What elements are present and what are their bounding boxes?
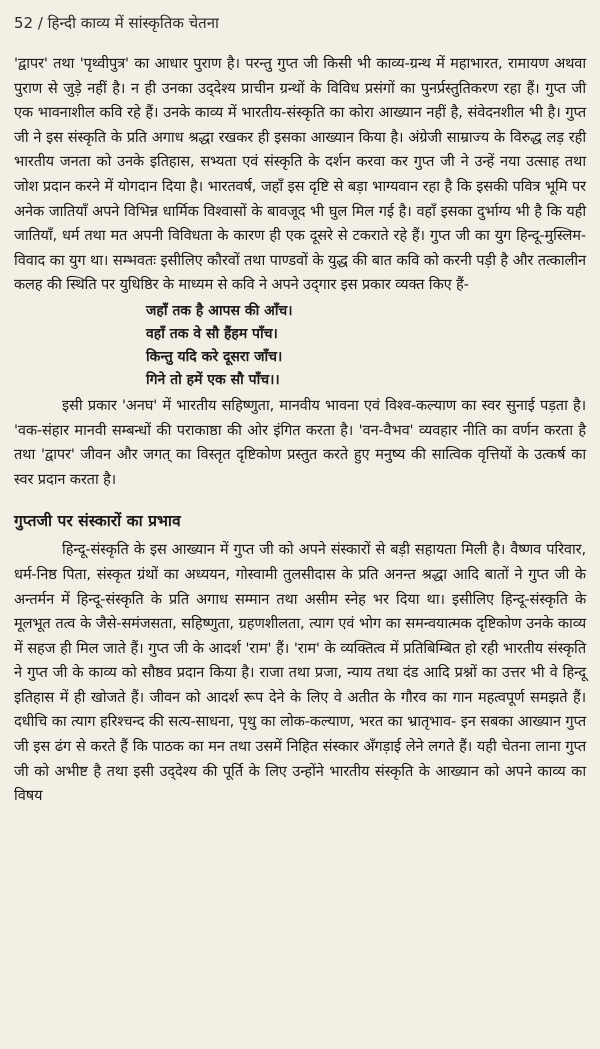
section-heading: गुप्तजी पर संस्कारों का प्रभाव <box>14 512 181 531</box>
verse-line: गिने तो हमें एक सौ पाँच।। <box>146 371 280 388</box>
verse-block <box>146 300 586 392</box>
verse-line: वहाँ तक वे सौ हैंहम पाँच। <box>146 325 278 342</box>
verse-line: किन्तु यदि करे दूसरा जाँच। <box>146 348 283 365</box>
paragraph-3: हिन्दू-संस्कृति के इस आख्यान में गुप्त जी को अपने संस्कारों से बड़ी सहायता मिली है। वैष्णव परिवार, धर्म-निष्ठ पिता, संस्कृत ग्रंथों का अध्ययन, गोस्वामी तुलसीदास के प्रति अनन्त श्रद्धा आदि बातों ने गुप्त जी के अन्तर्मन में हिन्दू-संस्कृति के प्रति अगाध सम्मान तथा असीम स्नेह भर दिया था। इसीलिए हिन्दू-संस्कृति के मूलभूत तत्व के जैसे-समंजसता, सहिष्णुता, ग्रहणशीलता, त्याग एवं भोग का समन्वयात्मक दृष्टिकोण उनके काव्य में सहज ही मिल जाते हैं। गुप्त जी के आदर्श 'राम' हैं। 'राम' के व्यक्तित्व में प्रतिबिम्बित हो रही भारतीय संस्कृति ने गुप्त जी के काव्य को सौष्ठव प्रदान किया है। राजा तथा प्रजा, न्याय तथा दंड आदि प्रश्नों का उत्तर भी वे हिन्दू इतिहास में ही खोजते हैं। जीवन को आदर्श रूप देने के लिए वे अतीत के गौरव का गान महत्वपूर्ण समझते हैं। दधीचि का त्याग हरिश्चन्द की सत्य-साधना, पृथु का लोक-कल्याण, भरत का भ्रातृभाव- इन सबका आख्यान गुप्त जी इस ढंग से करते हैं कि पाठक का मन तथा उसमें निहित संस्कार अँगड़ाई लेने लगते हैं। यही चेतना लाना गुप्त जी को अभीष्ट है तथा इसी उद्‌देश्य की पूर्ति के लिए उन्होंने भारतीय संस्कृति के आख्यान को अपने काव्य का विषय <box>14 541 586 805</box>
verse-line: जहाँ तक है आपस की आँच। <box>146 302 293 319</box>
paragraph-2: इसी प्रकार 'अनघ' में भारतीय सहिष्णुता, मानवीय भावना एवं विश्व-कल्याण का स्वर सुनाई पड़ता है। 'वक-संहार मानवी सम्बन्धों की पराकाष्ठा की ओर इंगित करता है। 'वन-वैभव' व्यवहार नीति का वर्णन करता है तथा 'द्वापर' जीवन और जगत्‌ का विस्तृत दृष्टिकोण प्रस्तुत करते हुए मनुष्य की सात्विक वृत्तियों के उत्कर्ष का स्वर प्रदान करता है। <box>14 396 586 488</box>
paragraph-1: 'द्वापर' तथा 'पृथ्वीपुत्र' का आधार पुराण है। परन्तु गुप्त जी किसी भी काव्य-ग्रन्थ में महाभारत, रामायण अथवा पुराण से जुड़े नहीं है। न ही उनका उद्‌देश्य प्राचीन ग्रन्थों के विविध प्रसंगों का पुनर्प्रस्तुतिकरण रहा हैं। गुप्त जी एक भावनाशील कवि रहे हैं। उनके काव्य में भारतीय-संस्कृति का कोरा आख्यान नहीं है, संवेदनशील भी है। गुप्त जी ने इस संस्कृति के प्रति अगाध श्रद्धा रखकर ही इसका आख्यान किया है। अंग्रेजी साम्राज्य के विरुद्ध लड़ रही भारतीय जनता को उनके इतिहास, सभ्यता एवं संस्कृति के दर्शन करवा कर गुप्त जी ने उन्हें नया उत्साह तथा जोश प्रदान करने में योगदान दिया है। भारतवर्ष, जहाँ इस दृष्टि से बड़ा भाग्यवान रहा है कि इसकी पवित्र भूमि पर अनेक जातियाँ अपने विभिन्न धार्मिक विश्वासों के बावजूद भी घुल मिल गई है। वहाँ इसका दुर्भाग्य भी है कि यही जातियाँ, धर्म तथा मत अपनी विविधता के कारण ही एक दूसरे से टकराते रहे हैं। गुप्त जी का युग हिन्दू-मुस्लिम-विवाद का युग था। सम्भवतः इसीलिए कौरवों तथा पाण्डवों के युद्ध की बात कवि को करनी पड़ी है और तत्कालीन कलह की स्थिति पर युधिष्ठिर के माध्यम से कवि ने अपने उद्‌गार इस प्रकार व्यक्त किए हैं- <box>14 55 586 294</box>
running-head: 52 / हिन्दी काव्य में सांस्कृतिक चेतना <box>14 14 219 32</box>
